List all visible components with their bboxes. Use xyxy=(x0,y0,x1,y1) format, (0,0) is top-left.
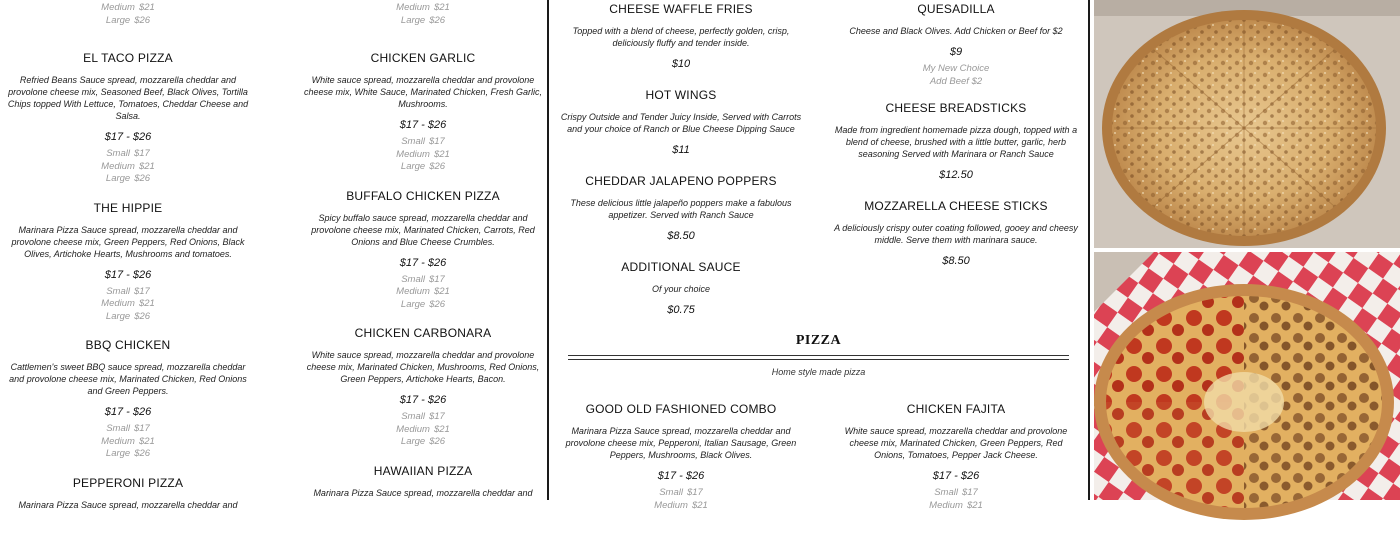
spacer xyxy=(3,461,253,476)
size-row xyxy=(106,173,150,186)
size-price: $26 xyxy=(429,161,446,172)
item-price: $17 - $26 xyxy=(932,470,980,482)
combo-pizza-photo xyxy=(1094,252,1400,500)
size-price: $26 xyxy=(429,298,446,310)
section-title-pizza: PIZZA xyxy=(795,333,842,348)
item-price: $9 xyxy=(949,46,963,58)
menu-column-right-2 xyxy=(831,2,1081,285)
size-label: Small xyxy=(401,411,425,422)
size-row xyxy=(101,161,155,174)
item-name: GOOD OLD FASHIONED COMBO xyxy=(585,402,777,416)
item-name: CHICKEN FAJITA xyxy=(906,402,1006,416)
item-price: $17 - $26 xyxy=(399,119,447,131)
menu-item xyxy=(831,101,1081,186)
size-price: $17 xyxy=(133,423,150,434)
size-label: Medium xyxy=(101,435,135,447)
size-label: Small xyxy=(106,148,130,159)
size-label: Large xyxy=(400,14,426,26)
menu-item xyxy=(3,51,253,186)
item-price: $11 xyxy=(672,144,690,156)
menu-item xyxy=(556,402,806,512)
item-name: MOZZARELLA CHEESE STICKS xyxy=(864,199,1048,213)
size-price: $21 xyxy=(966,499,983,511)
size-row xyxy=(101,298,155,311)
size-price: $21 xyxy=(691,499,708,511)
size-row xyxy=(106,15,150,28)
size-label: Medium xyxy=(396,286,430,297)
spacer xyxy=(556,161,806,174)
item-description: These delicious little jalapeño poppers make a fabulous appetizer. Served with Ranch Sauce xyxy=(570,198,792,220)
menu-column-right-1 xyxy=(556,2,806,334)
size-label: Large xyxy=(105,173,131,184)
menu-item xyxy=(831,402,1081,512)
size-price: $21 xyxy=(433,148,450,160)
pizza-column-1 xyxy=(556,402,806,522)
size-label: Medium xyxy=(101,298,135,309)
item-description: Topped with a blend of cheese, perfectly golden, crisp, deliciously fluffy and tender inside. xyxy=(572,26,790,48)
size-row xyxy=(654,500,708,513)
size-row xyxy=(396,286,450,299)
pizza-column-2 xyxy=(831,402,1081,512)
size-label: Medium xyxy=(396,148,430,160)
item-description: Of your choice xyxy=(651,284,711,294)
size-label: Small xyxy=(401,136,425,147)
combo-pizza-icon xyxy=(1094,252,1400,500)
menu-item xyxy=(831,2,1081,88)
item-description: A deliciously crispy outer coating followed, gooey and cheesy middle. Serve them with marinara sauce. xyxy=(834,223,1078,245)
size-list xyxy=(929,487,983,512)
item-price: $0.75 xyxy=(667,304,695,316)
size-price: $17 xyxy=(428,411,445,422)
item-name: BUFFALO CHICKEN PIZZA xyxy=(346,188,500,203)
spacer xyxy=(831,186,1081,199)
size-row xyxy=(401,136,445,149)
size-price: $26 xyxy=(429,436,446,447)
size-row xyxy=(401,299,445,312)
size-price: $26 xyxy=(134,173,151,184)
spacer xyxy=(831,272,1081,285)
cheese-pizza-icon xyxy=(1094,0,1400,248)
size-list xyxy=(396,274,450,312)
menu-item xyxy=(3,338,253,461)
size-list xyxy=(101,423,155,461)
size-price: $21 xyxy=(433,2,450,13)
section-rule-bottom xyxy=(568,359,1069,360)
size-row xyxy=(101,436,155,449)
spacer xyxy=(3,186,253,201)
size-price: $17 xyxy=(133,285,150,297)
size-row xyxy=(396,424,450,437)
size-row xyxy=(401,15,445,28)
size-price: $21 xyxy=(138,160,155,172)
menu-item xyxy=(298,51,548,174)
size-row xyxy=(401,161,445,174)
item-name: CHEDDAR JALAPENO POPPERS xyxy=(585,174,777,188)
size-label: Medium xyxy=(654,499,688,511)
size-list xyxy=(396,411,450,449)
item-name: EL TACO PIZZA xyxy=(83,51,173,65)
item-description: Refried Beans Sauce spread, mozzarella cheddar and provolone cheese mix, Seasoned Beef, Black Olives, Tortilla Chips topped With Lettuce, Tomatoes, Cheddar Cheese and Salsa. xyxy=(7,75,249,121)
size-row xyxy=(659,487,703,500)
size-list xyxy=(654,487,708,512)
menu-page-left xyxy=(0,0,547,510)
section-subtitle: Home style made pizza xyxy=(771,367,866,377)
item-description: Crispy Outside and Tender Juicy Inside, Served with Carrots and your choice of Ranch or Blue Cheese Dipping Sauce xyxy=(560,112,802,134)
spacer xyxy=(3,27,253,51)
menu-item xyxy=(556,88,806,161)
size-label: Large xyxy=(400,298,426,310)
size-row xyxy=(401,436,445,449)
menu-item xyxy=(3,476,253,519)
size-label: Small xyxy=(934,487,958,498)
size-label: Medium xyxy=(396,2,430,13)
size-row xyxy=(106,148,150,161)
size-label: Large xyxy=(400,436,426,447)
size-price: $17 xyxy=(133,148,150,159)
menu-item xyxy=(298,326,548,449)
size-price: $21 xyxy=(433,286,450,297)
item-name: HOT WINGS xyxy=(645,88,717,102)
size-row xyxy=(101,2,155,15)
item-description: Spicy buffalo sauce spread, mozzarella cheddar and provolone cheese mix, Marinated Chicken, Carrots, Red Onions and Blue Cheese Crumbles. xyxy=(311,212,535,247)
size-label: Medium xyxy=(396,423,430,435)
size-price: $21 xyxy=(138,435,155,447)
item-name: PEPPERONI PIZZA xyxy=(72,475,184,490)
menu-item xyxy=(298,189,548,312)
menu-item xyxy=(298,464,548,507)
size-row xyxy=(934,487,978,500)
size-label: Large xyxy=(105,310,131,322)
size-list xyxy=(298,2,548,27)
size-price: $21 xyxy=(138,298,155,309)
menu-item xyxy=(831,199,1081,272)
size-price: $21 xyxy=(433,423,450,435)
spacer xyxy=(556,247,806,260)
size-label: Small xyxy=(659,487,683,498)
item-price: $17 - $26 xyxy=(399,256,447,269)
menu-item xyxy=(556,2,806,75)
extra-option: My New Choice xyxy=(922,63,990,74)
item-description: Marinara Pizza Sauce spread, mozzarella cheddar and provolone cheese mix, Green Peppers, Red Onions, Black Olives, Artichoke Hearts, Mushrooms and tomatoes. xyxy=(11,224,245,259)
spacer xyxy=(298,174,548,189)
menu-column-left-2 xyxy=(298,2,548,522)
spacer xyxy=(298,311,548,326)
item-price: $8.50 xyxy=(942,255,970,267)
item-description: Marinara Pizza Sauce spread, mozzarella cheddar and xyxy=(18,499,238,510)
size-price: $17 xyxy=(428,273,445,285)
size-label: Medium xyxy=(929,499,963,511)
page-divider-right xyxy=(1088,0,1090,500)
size-label: Large xyxy=(400,161,426,172)
spacer xyxy=(3,519,253,534)
size-label: Small xyxy=(106,423,130,434)
size-label: Large xyxy=(105,14,131,26)
spacer xyxy=(556,512,806,522)
item-name: HAWAIIAN PIZZA xyxy=(373,463,473,478)
size-list xyxy=(101,286,155,324)
size-list xyxy=(396,136,450,174)
size-price: $26 xyxy=(134,14,151,26)
spacer xyxy=(3,323,253,338)
item-price: $17 - $26 xyxy=(104,131,152,143)
size-price: $21 xyxy=(138,2,155,13)
size-row xyxy=(396,2,450,15)
size-row xyxy=(106,311,150,324)
item-description: Cheese and Black Olives. Add Chicken or Beef for $2 xyxy=(849,26,1063,36)
size-label: Small xyxy=(106,285,130,297)
item-price: $17 - $26 xyxy=(399,394,447,406)
spacer xyxy=(556,75,806,88)
extra-option: Add Beef $2 xyxy=(929,75,983,87)
size-row xyxy=(106,423,150,436)
item-name: CHEESE BREADSTICKS xyxy=(885,101,1027,115)
item-description: Made from ingredient homemade pizza dough, topped with a blend of cheese, brushed with a little butter, garlic, herb seasoning Served with Marinara or Ranch Sauce xyxy=(834,125,1078,159)
size-list xyxy=(101,148,155,186)
menu-item xyxy=(3,201,253,324)
spacer xyxy=(298,27,548,51)
size-row xyxy=(401,411,445,424)
item-price: $10 xyxy=(671,58,691,70)
item-price: $12.50 xyxy=(939,169,973,181)
size-label: Medium xyxy=(101,160,135,172)
size-price: $17 xyxy=(428,136,445,147)
menu-column-left-1 xyxy=(3,2,253,534)
size-list xyxy=(3,2,253,27)
item-description: White sauce spread, mozzarella cheddar and provolone cheese mix, Marinated Chicken, Mushrooms, Red Onions, Green Peppers, Artichoke Hearts, Bacon. xyxy=(306,350,540,384)
size-row xyxy=(929,500,983,513)
item-name: QUESADILLA xyxy=(917,2,995,16)
item-description: Cattlemen's sweet BBQ sauce spread, mozzarella cheddar and provolone cheese mix, Marinated Chicken, Red Onions and Green Peppers. xyxy=(9,362,247,396)
item-description: White sauce spread, mozzarella cheddar and provolone cheese mix, White Sauce, Marinated Chicken, Fresh Garlic, Mushrooms. xyxy=(303,75,543,109)
item-description: Marinara Pizza Sauce spread, mozzarella cheddar and provolone cheese mix, Pepperoni, Italian Sausage, Green Peppers, Mushrooms, Black Olives. xyxy=(565,426,797,460)
spacer xyxy=(298,507,548,522)
item-price: $17 - $26 xyxy=(104,406,152,418)
size-row xyxy=(396,149,450,162)
menu-item xyxy=(556,260,806,321)
size-price: $26 xyxy=(134,448,151,459)
item-description: Marinara Pizza Sauce spread, mozzarella cheddar and xyxy=(313,487,533,498)
size-label: Medium xyxy=(101,2,135,13)
size-row xyxy=(106,448,150,461)
item-name: CHICKEN GARLIC xyxy=(370,51,476,65)
item-name: THE HIPPIE xyxy=(93,200,163,215)
item-name: ADDITIONAL SAUCE xyxy=(621,260,741,274)
size-label: Large xyxy=(105,448,131,459)
item-price: $17 - $26 xyxy=(657,470,705,482)
size-row xyxy=(401,274,445,287)
size-price: $17 xyxy=(686,487,703,498)
size-price: $17 xyxy=(961,487,978,498)
item-name: BBQ CHICKEN xyxy=(85,338,171,352)
size-label: Small xyxy=(401,273,425,285)
section-rule-top xyxy=(568,355,1069,356)
size-row xyxy=(106,286,150,299)
item-name: CHEESE WAFFLE FRIES xyxy=(609,2,753,16)
size-price: $26 xyxy=(429,14,446,26)
menu-page-right xyxy=(549,0,1088,511)
cheese-pizza-photo xyxy=(1094,0,1400,248)
spacer xyxy=(298,449,548,464)
menu-item xyxy=(556,174,806,247)
item-price: $8.50 xyxy=(667,230,695,242)
item-name: CHICKEN CARBONARA xyxy=(354,326,492,340)
spacer xyxy=(831,88,1081,101)
size-price: $26 xyxy=(134,310,151,322)
item-description: White sauce spread, mozzarella cheddar and provolone cheese mix, Marinated Chicken, Green Peppers, Red Onions, Tomatoes, Pepper Jack Cheese. xyxy=(844,426,1068,460)
extra-options xyxy=(923,63,990,88)
item-price: $17 - $26 xyxy=(104,268,152,281)
